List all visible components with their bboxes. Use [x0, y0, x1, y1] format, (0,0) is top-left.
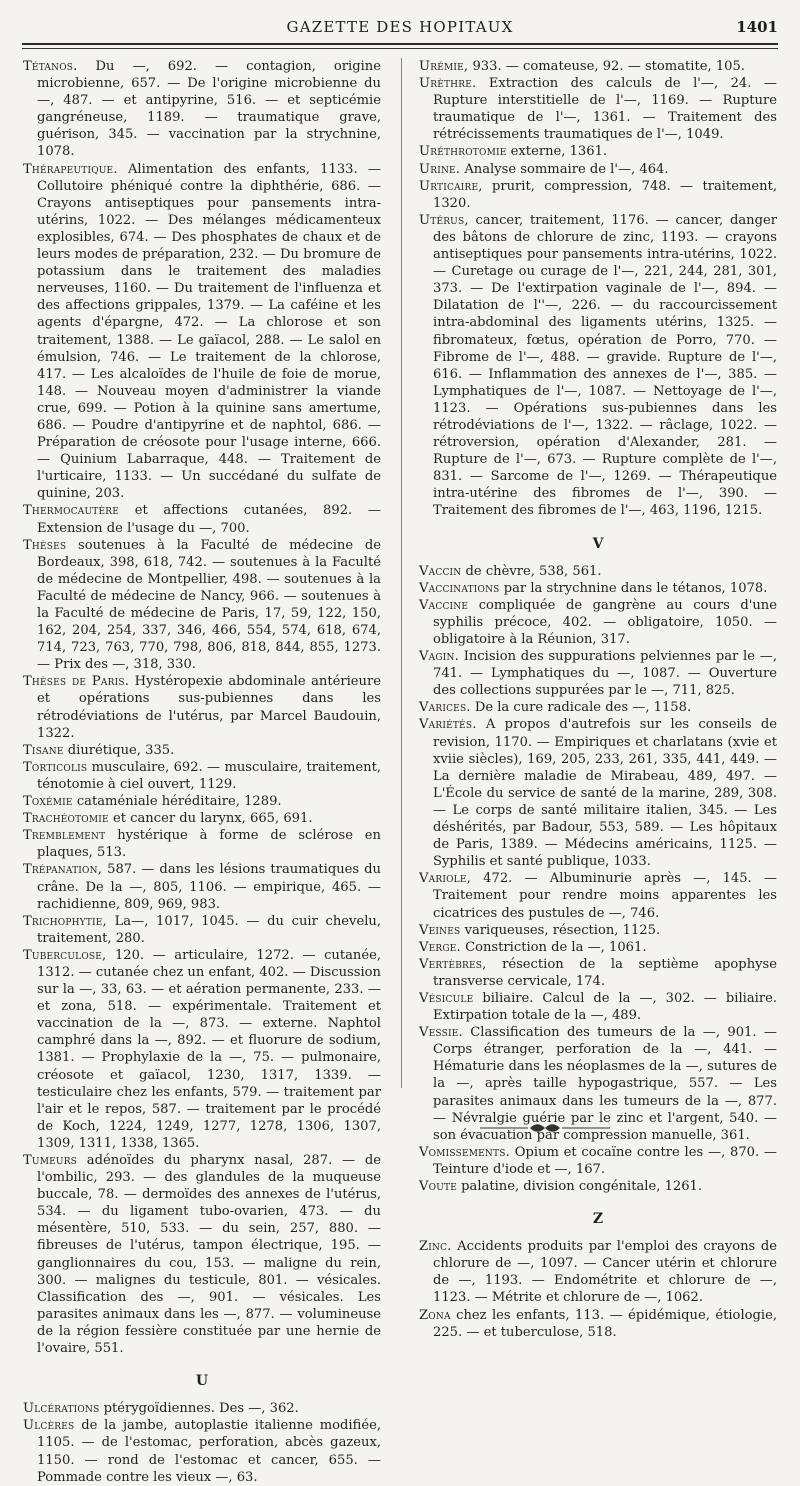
entry-heading: Vagin. [419, 649, 459, 665]
index-entry-thermocautere [23, 502, 381, 536]
index-column-left [23, 58, 381, 1486]
index-entry-tetanos [23, 58, 381, 161]
entry-heading: Trachéotomie [23, 811, 109, 827]
entry-heading: Vomissements. [419, 1144, 510, 1160]
entry-heading: Vaccine [419, 597, 469, 613]
page-header [22, 14, 778, 40]
entry-text: Classification des tumeurs de la —, 901. — Corps étranger, perforation de la —, 441. — Hématurie dans les néoplasmes de la —, sutures de la —, après taille hypogastrique, 557. — Les parasites animaux dans les tumeurs de la —, 877. — Névralgie guérie par le zinc et l'argent, 540. — son évacuation par compression manuelle, 361. [433, 1025, 777, 1143]
index-entry-vaccine [419, 597, 777, 648]
journal-title: GAZETTE DES HOPITAUX [286, 18, 514, 36]
entry-text: De la cure radicale des —, 1158. [470, 700, 692, 716]
entry-heading: Veines [419, 922, 461, 938]
index-entry-vomissements [419, 1144, 777, 1178]
entry-text: soutenues à la Faculté de médecine de Bordeaux, 398, 618, 742. — soutenues à la Faculté de médecine de Montpellier, 498. — soutenues à la Faculté de médecine de Nancy, 966. — soutenues à la Faculté de médecine de Paris, 17, 59, 122, 150, 162, 204, 254, 337, 346, 466, 554, 574, 618, 674, 714, 723, 763, 770, 798, 806, 818, 844, 855, 1273. — Prix des —, 318, 330. [37, 537, 381, 673]
index-entry-tumeurs [23, 1152, 381, 1357]
entry-heading: Torticolis [23, 759, 88, 775]
index-entry-theses [23, 537, 381, 674]
entry-text: diurétique, 335. [63, 742, 175, 758]
entry-heading: Varices. [419, 700, 471, 716]
entry-text: Alimentation des enfants, 1133. — Collutoire phéniqué contre la diphthérie, 686. — Crayons antiseptiques pour pansements intra-utérins, 1022. — Des mélanges médicamenteux explosibles, 674. — Des phosphates de chaux et de leurs modes de préparation, 232. — Du bromure de potassium dans le traitement des maladies nerveuses, 1160. — Du traitement de l'influenza et des affections grippales, 1379. — La caféine et les agents d'épargne, 472. — La chlorose et son traitement, 1388. — Le gaïacol, 288. — Le salol en émulsion, 746. — Le traitement de la chlorose, 417. — Les alcaloïdes de l'huile de foie de morue, 148. — Nouveau moyen d'administrer la viande crue, 699. — Potion à la quinine sans amertume, 686. — Poudre d'antipyrine et de naphtol, 686. — Préparation de créosote pour l'usage interne, 666. — Quinium Labarraque, 448. — Traitement de l'urticaire, 1133. — Un succédané du sulfate de quinine, 203. [37, 161, 381, 502]
entry-text: Analyse sommaire de l'—, 464. [460, 161, 669, 177]
column-divider [401, 58, 402, 1088]
entry-text: A propos d'autrefois sur les conseils de revision, 1170. — Empiriques et charlatans (xvie et xviie siècles), 169, 205, 233, 261, 335, 441, 449. — La dernière maladie de Mirabeau, 489, 497. — L'École du service de santé de la marine, 289, 308. — Le corps de santé militaire italien, 345. — Les déshérités, par Badour, 553, 589. — Les hôpitaux de Paris, 1389. — Médecins américains, 1125. — Syphilis et santé publique, 1033. [433, 717, 777, 870]
index-entry-veines [419, 922, 777, 939]
index-entry-trichophytie [23, 913, 381, 947]
entry-heading: Vertèbres, [419, 956, 487, 972]
index-entry-theses-de-paris [23, 673, 381, 741]
entry-text: biliaire. Calcul de la —, 302. — biliaire. Extirpation totale de la —, 489. [433, 990, 777, 1024]
entry-heading: Zona [419, 1307, 451, 1323]
entry-heading: Urèthre. [419, 76, 477, 92]
entry-text: externe, 1361. [506, 144, 608, 160]
index-entry-toxemie [23, 793, 381, 810]
page-number: 1401 [736, 18, 778, 36]
entry-heading: Trichophytie, [23, 913, 107, 929]
index-entry-urethrotomie [419, 143, 777, 160]
entry-text: 472. — Albuminurie après —, 145. — Traitement pour rendre moins apparentes les cicatrices des pustules de —, 746. [433, 871, 777, 921]
entry-text: résection de la septième apophyse transverse cervicale, 174. [433, 956, 777, 989]
entry-heading: Variole, [419, 871, 471, 887]
index-entry-uterus [419, 212, 777, 520]
header-rule-thin [22, 48, 778, 49]
entry-heading: Tétanos. [23, 59, 78, 74]
index-entry-ulcerations [23, 1400, 381, 1417]
entry-text: hystérique à forme de sclérose en plaques, 513. [37, 828, 381, 861]
entry-text: musculaire, 692. — musculaire, traitement, ténotomie à ciel ouvert, 1129. [37, 759, 381, 792]
entry-text: variqueuses, résection, 1125. [460, 922, 661, 938]
entry-heading: Vaccin [419, 563, 462, 579]
index-entry-varietes [419, 716, 777, 870]
entry-heading: Urine. [419, 161, 461, 177]
entry-heading: Tremblement [23, 828, 106, 844]
header-rule-thick [22, 43, 778, 45]
entry-text: cataméniale héréditaire, 1289. [72, 794, 282, 810]
index-entry-urine [419, 161, 777, 178]
index-entry-variole [419, 870, 777, 921]
entry-heading: Thèses [23, 537, 67, 553]
entry-text: Extraction des calculs de l'—, 24. — Rupture interstitielle de l'—, 1169. — Rupture traumatique de l'—, 1361. — Traitement des rétrécissements traumatiques de l'—, 1049. [433, 76, 777, 143]
index-entry-therapeutique [23, 161, 381, 503]
entry-text: 587. — dans les lésions traumatiques du crâne. De la —, 805, 1106. — empirique, 465. — rachidienne, 809, 969, 983. [37, 862, 381, 912]
entry-text: prurit, compression, 748. — traitement, 1320. [433, 178, 777, 211]
index-entry-urticaire [419, 178, 777, 212]
entry-text: palatine, division congénitale, 1261. [457, 1179, 703, 1194]
entry-text: et affections cutanées, 892. — Extension de l'usage du —, 700. [37, 503, 381, 536]
entry-text: Constriction de la —, 1061. [460, 939, 647, 955]
entry-heading: Variétés. [419, 717, 477, 733]
index-entry-tisane [23, 742, 381, 759]
entry-text: Hystéropexie abdominale antérieure et opérations sus-pubiennes dans les rétrodéviations de l'utérus, par Marcel Baudouin, 1322. [37, 674, 381, 741]
entry-text: 120. — articulaire, 1272. — cutanée, 1312. — cutanée chez un enfant, 402. — Discussion sur la —, 33, 63. — et aération permanente, 233. — et zona, 518. — expérimentale. Traitement et vaccination de la —, 873. — externe. Naphtol camphré dans la —, 892. — et fluorure de sodium, 1381. — Prophylaxie de la —, 75. — pulmonaire, créosote et gaïacol, 1230, 1317, 1339. — testiculaire chez les enfants, 579. — traitement par l'air et le repos, 587. — traitement par le procédé de Koch, 1224, 1249, 1277, 1278, 1306, 1307, 1309, 1311, 1338, 1365. [37, 947, 381, 1151]
entry-heading: Vésicule [419, 990, 474, 1006]
entry-heading: Urémie, [419, 59, 469, 74]
index-entry-vertebres [419, 956, 777, 990]
index-entry-trepanation [23, 861, 381, 912]
index-entry-tremblement [23, 827, 381, 861]
entry-text: 933. — comateuse, 92. — stomatite, 105. [468, 59, 745, 74]
entry-heading: Uréthrotomie [419, 144, 507, 160]
entry-text: par la strychnine dans le tétanos, 1078. [499, 580, 768, 596]
entry-text: Opium et cocaïne contre les —, 870. — Teinture d'iode et —, 167. [433, 1144, 777, 1177]
entry-text: de la jambe, autoplastie italienne modifiée, 1105. — de l'estomac, perforation, abcès gazeux, 1150. — rond de l'estomac et cancer, 655. — Pommade contre les vieux —, 63. [37, 1418, 381, 1485]
section-letter-z: Z [592, 1211, 604, 1228]
entry-text: Incision des suppurations pelviennes par le —, 741. — Lymphatiques du —, 1087. — Ouverture des collections suppurées par le —, 711, 825. [433, 649, 777, 699]
index-entry-verge [419, 939, 777, 956]
index-entry-voute [419, 1178, 777, 1195]
index-entry-varices [419, 699, 777, 716]
entry-heading: Tuberculose, [23, 947, 107, 963]
entry-text: de chèvre, 538, 561. [461, 563, 602, 579]
section-letter-v: V [592, 535, 604, 552]
index-entry-tuberculose [23, 947, 381, 1152]
entry-heading: Ulcères [23, 1418, 75, 1434]
entry-heading: Vessie. [419, 1025, 463, 1041]
entry-text: Accidents produits par l'emploi des crayons de chlorure de —, 1097. — Cancer utérin et chlorure de —, 1193. — Endométrite et chlorure de —, 1123. — Métrite et chlorure de —, 1062. [433, 1239, 777, 1306]
index-entry-uremie [419, 58, 777, 75]
end-ornament [480, 1123, 610, 1133]
entry-text: Du —, 692. — contagion, origine microbienne, 657. — De l'origine microbienne du —, 487. — et antipyrine, 516. — et septicémie gangréneuse, 1189. — traumatique grave, guérison, 345. — vaccination par la strychnine, 1078. [37, 59, 381, 160]
entry-heading: Trépanation, [23, 862, 103, 878]
index-entry-ulceres [23, 1417, 381, 1485]
index-column-right [419, 58, 777, 1341]
section-letter-u: U [195, 1373, 209, 1390]
entry-heading: Vaccinations [419, 580, 500, 596]
entry-heading: Thermocautère [23, 503, 120, 519]
entry-text: cancer, traitement, 1176. — cancer, danger des bâtons de chlorure de zinc, 1193. — crayons antiseptiques pour pansements intra-utérins, 1022. — Curetage ou curage de l'—, 221, 244, 281, 301, 373. — De l'extirpation vaginale de l'—, 894. — Dilatation de l''—, 226. — du raccourcissement intra-abdominal des ligaments utérins, 1325. — fibromateux, fœtus, opération de Porro, 770. — Fibrome de l'—, 488. — gravide. Rupture de l'—, 616. — Inflammation des annexes de l'—, 385. — Lymphatiques de l'—, 1087. — Nettoyage de l'—, 1123. — Opérations sus-pubiennes dans les rétrodéviations de l'—, 1322. — râclage, 1022. — rétroversion, opération d'Alexander, 281. — Rupture de l'—, 673. — Rupture complète de l'—, 831. — Sarcome de l'—, 1269. — Thérapeutique intra-utérine des fibromes de l'—, 390. — Traitement des fibromes de l'—, 463, 1196, 1215. [433, 212, 777, 519]
entry-heading: Voute [419, 1179, 457, 1194]
index-entry-torticolis [23, 759, 381, 793]
entry-heading: Toxémie [23, 794, 73, 810]
entry-heading: Tumeurs [23, 1153, 78, 1168]
entry-heading: Zinc. [419, 1239, 452, 1255]
entry-heading: Ulcérations [23, 1401, 100, 1417]
entry-heading: Urticaire, [419, 178, 483, 194]
index-entry-zona [419, 1307, 777, 1341]
entry-heading: Tisane [23, 742, 64, 758]
index-entry-vaccinations [419, 580, 777, 597]
entry-heading: Utérus, [419, 212, 469, 228]
index-entry-tracheotomie [23, 810, 381, 827]
entry-heading: Thèses de Paris. [23, 674, 130, 690]
index-entry-vaccin [419, 563, 777, 580]
index-entry-vagin [419, 648, 777, 699]
entry-text: chez les enfants, 113. — épidémique, étiologie, 225. — et tuberculose, 518. [433, 1307, 777, 1340]
index-entry-zinc [419, 1238, 777, 1306]
index-entry-vesicule [419, 990, 777, 1024]
entry-heading: Thérapeutique. [23, 161, 118, 177]
entry-heading: Verge. [419, 939, 461, 955]
entry-text: ptérygoïdiennes. Des —, 362. [99, 1401, 299, 1417]
index-entry-urethre [419, 75, 777, 143]
entry-text: La—, 1017, 1045. — du cuir chevelu, traitement, 280. [37, 913, 381, 946]
entry-text: et cancer du larynx, 665, 691. [108, 811, 313, 827]
entry-text: compliquée de gangrène au cours d'une syphilis précoce, 402. — obligatoire, 1050. — obligatoire à la Réunion, 317. [433, 597, 777, 647]
entry-text: adénoïdes du pharynx nasal, 287. — de l'ombilic, 293. — des glandules de la muqueuse buccale, 78. — dermoïdes des annexes de l'utérus, 534. — du ligament tubo-ovarien, 473. — du mésentère, 510, 533. — du sein, 257, 880. — fibreuses de l'utérus, tampon électrique, 195. — ganglionnaires du cou, 153. — maligne du rein, 300. — malignes du testicule, 801. — vésicales. Classification des —, 901. — vésicales. Les parasites animaux dans les —, 877. — volumineuse de la région fessière constituée par une hernie de l'ovaire, 551. [37, 1153, 381, 1357]
